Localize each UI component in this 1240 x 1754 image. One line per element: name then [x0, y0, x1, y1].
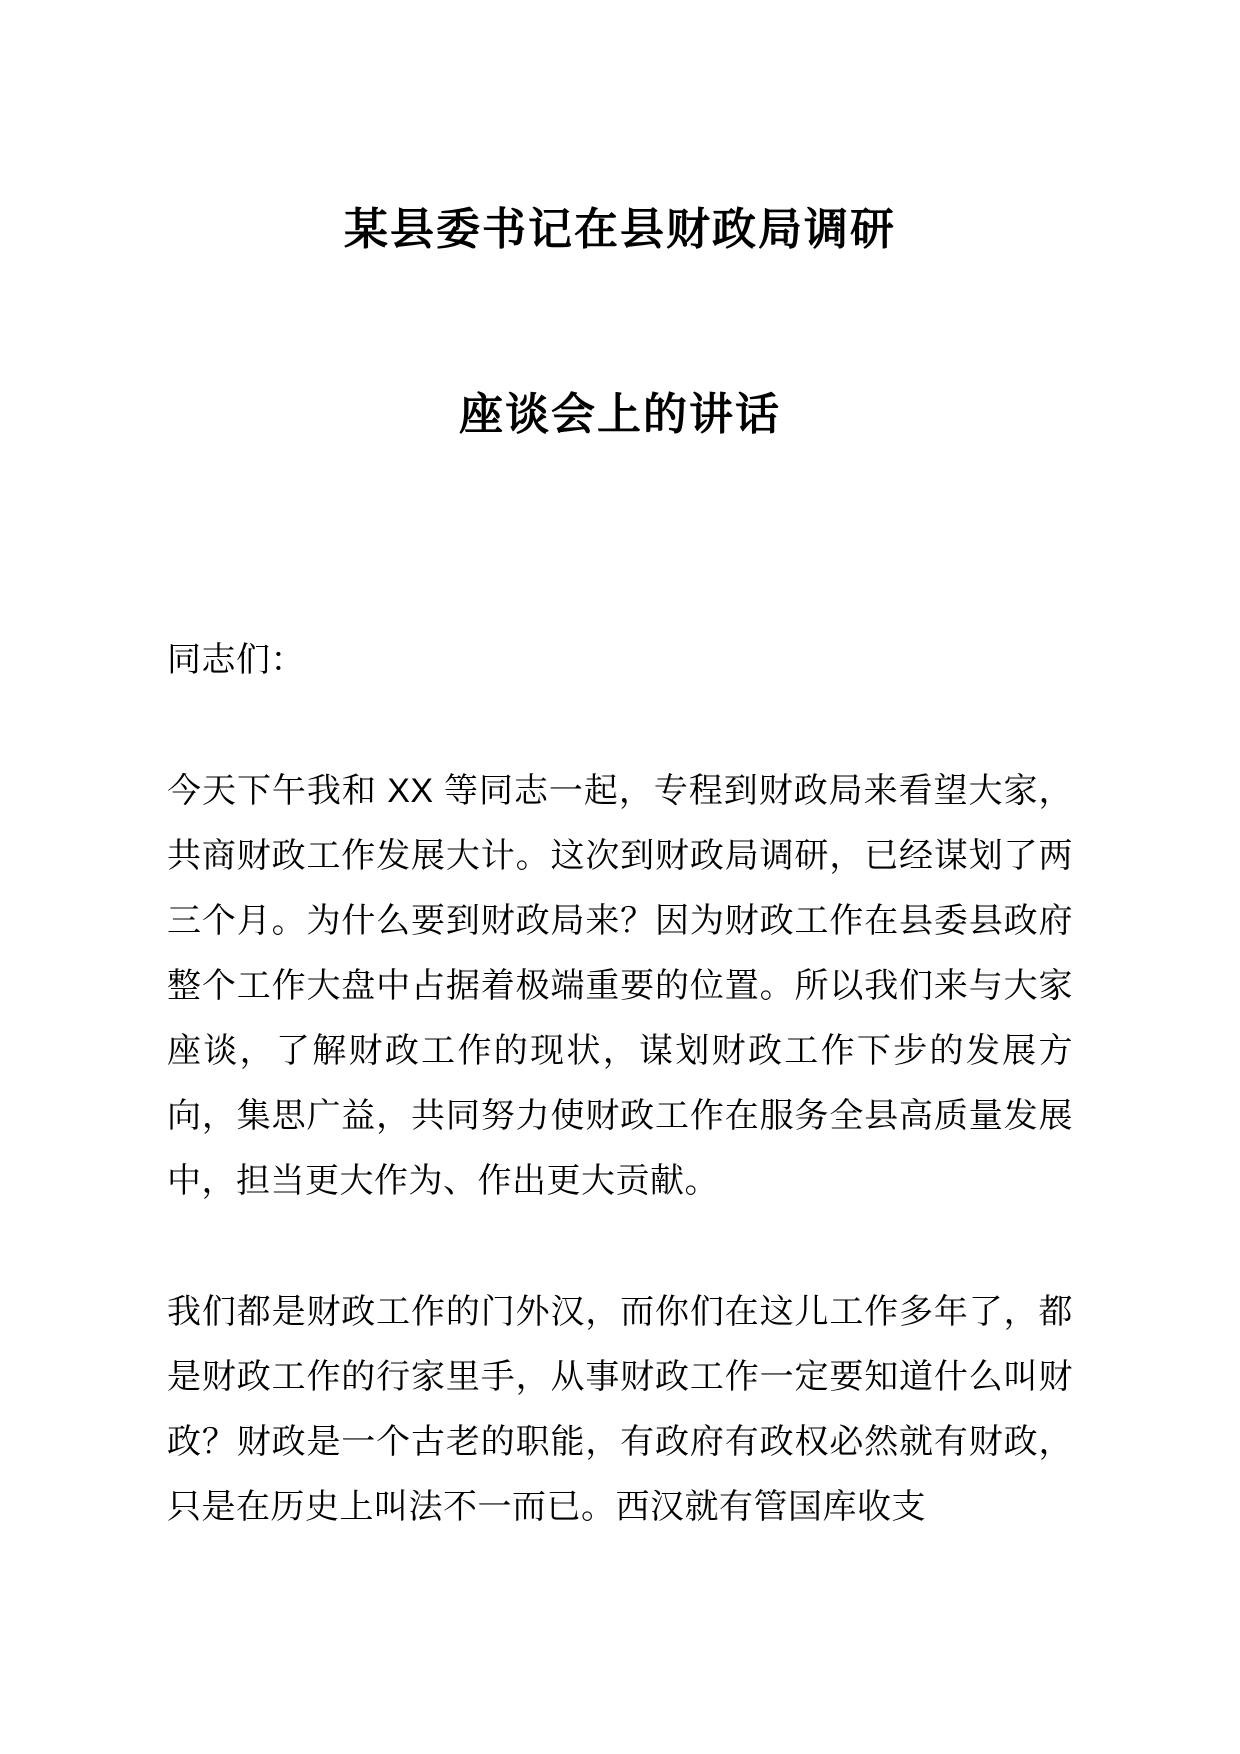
paragraph-1: 今天下午我和 XX 等同志一起，专程到财政局来看望大家，共商财政工作发展大计。这次到财政局调研，已经谋划了两三个月。为什么要到财政局来？因为财政工作在县委县政府整个工作大盘中占据着极端重要的位置。所以我们来与大家座谈，了解财政工作的现状，谋划财政工作下步的发展方向，集思广益，共同努力使财政工作在服务全县高质量发展中，担当更大作为、作出更大贡献。 [167, 772, 1073, 1200]
paragraph-2: 我们都是财政工作的门外汉，而你们在这儿工作多年了，都是财政工作的行家里手，从事财政工作一定要知道什么叫财政？财政是一个古老的职能，有政府有政权必然就有财政，只是在历史上叫法不一而已。西汉就有管国库收支 [167, 1293, 1073, 1526]
document-title-line-1: 某县委书记在县财政局调研 [344, 205, 896, 254]
salutation: 同志们： [167, 641, 305, 679]
document-title-line-2: 座谈会上的讲话 [459, 390, 781, 439]
